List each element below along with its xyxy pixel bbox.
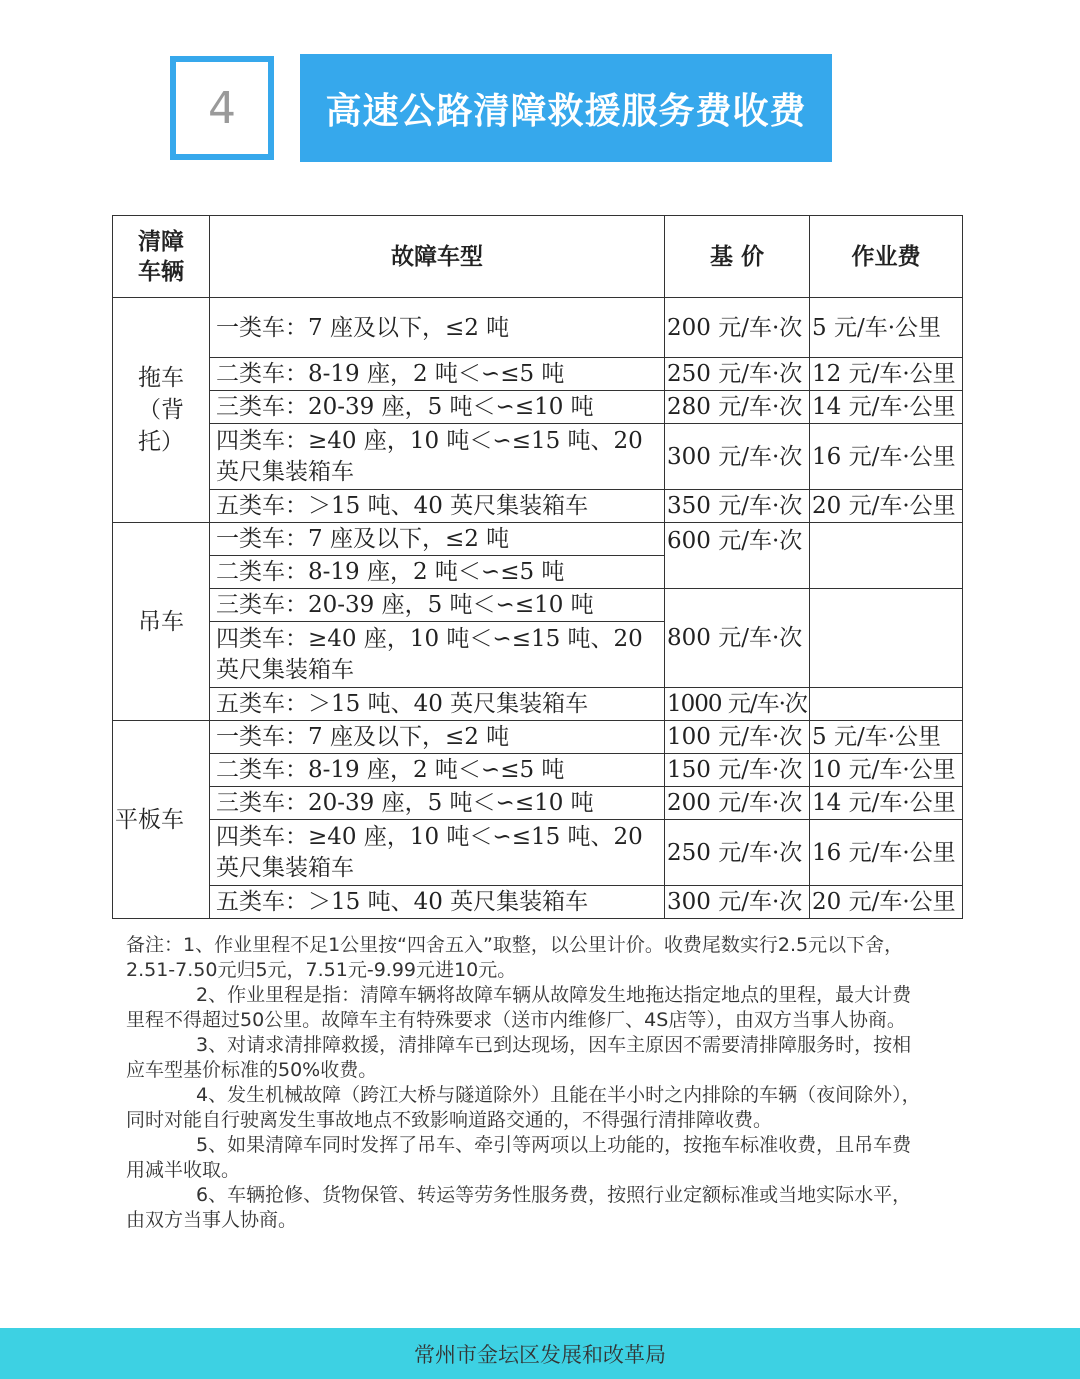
remarks <box>126 933 926 1233</box>
header-fault-type: 故障车型 <box>210 216 665 298</box>
fault-type-cell: 四类车：≥40 座，10 吨＜∽≤15 吨、20 英尺集装箱车 <box>210 622 665 688</box>
table-row <box>113 754 963 787</box>
header-base-price: 基 价 <box>665 216 810 298</box>
base-price-cell: 300 元/车·次 <box>665 424 810 490</box>
base-price-cell: 800 元/车·次 <box>665 589 810 688</box>
fault-type-cell: 二类车：8-19 座，2 吨＜∽≤5 吨 <box>210 358 665 391</box>
base-price-cell: 150 元/车·次 <box>665 754 810 787</box>
table-row <box>113 424 963 490</box>
remark-4: 4、发生机械故障（跨江大桥与隧道除外）且能在半小时之内排除的车辆（夜间除外），同时对能自行驶离发生事故地点不致影响道路交通的，不得强行清排障收费。 <box>126 1084 921 1131</box>
work-fee-cell: 5 元/车·公里 <box>810 298 963 358</box>
base-price-cell: 250 元/车·次 <box>665 358 810 391</box>
table-row <box>113 490 963 523</box>
work-fee-cell: 16 元/车·公里 <box>810 820 963 886</box>
remark-6: 6、车辆抢修、货物保管、转运等劳务性服务费，按照行业定额标准或当地实际水平，由双方当事人协商。 <box>126 1184 912 1231</box>
work-fee-cell: 14 元/车·公里 <box>810 787 963 820</box>
fault-type-cell: 四类车：≥40 座，10 吨＜∽≤15 吨、20 英尺集装箱车 <box>210 424 665 490</box>
table-row <box>113 523 963 556</box>
base-price-cell: 350 元/车·次 <box>665 490 810 523</box>
group-name-tow: 拖车（背托） <box>113 298 210 523</box>
work-fee-cell: 10 元/车·公里 <box>810 754 963 787</box>
work-fee-cell <box>810 688 963 721</box>
fault-type-cell: 一类车：7 座及以下，≤2 吨 <box>210 523 665 556</box>
base-price-cell: 1000 元/车·次 <box>665 688 810 721</box>
footer-organization: 常州市金坛区发展和改革局 <box>0 1328 1080 1379</box>
table-row <box>113 820 963 886</box>
work-fee-cell: 20 元/车·公里 <box>810 490 963 523</box>
section-number-badge <box>170 56 274 160</box>
work-fee-cell: 16 元/车·公里 <box>810 424 963 490</box>
fault-type-cell: 五类车：＞15 吨、40 英尺集装箱车 <box>210 490 665 523</box>
section-title: 高速公路清障救援服务费收费 <box>300 54 832 162</box>
table-header-row <box>113 216 963 298</box>
table-row <box>113 721 963 754</box>
table-row <box>113 688 963 721</box>
fault-type-cell: 二类车：8-19 座，2 吨＜∽≤5 吨 <box>210 754 665 787</box>
remark-1: 备注：1、作业里程不足1公里按“四舍五入”取整，以公里计价。收费尾数实行2.5元以下舍，2.51-7.50元归5元，7.51元-9.99元进10元。 <box>126 934 904 981</box>
fault-type-cell: 一类车：7 座及以下，≤2 吨 <box>210 721 665 754</box>
work-fee-cell: 14 元/车·公里 <box>810 391 963 424</box>
base-price-cell: 280 元/车·次 <box>665 391 810 424</box>
remark-3: 3、对请求清排障救援，清排障车已到达现场，因车主原因不需要清排障服务时，按相应车型基价标准的50%收费。 <box>126 1034 912 1081</box>
base-price-cell: 600 元/车·次 <box>665 523 810 589</box>
base-price-cell: 250 元/车·次 <box>665 820 810 886</box>
table-row <box>113 886 963 919</box>
fault-type-cell: 三类车：20-39 座，5 吨＜∽≤10 吨 <box>210 589 665 622</box>
work-fee-cell <box>810 523 963 589</box>
table-row <box>113 787 963 820</box>
fee-table <box>112 215 963 919</box>
table-row <box>113 589 963 622</box>
header-work-fee: 作业费 <box>810 216 963 298</box>
work-fee-cell: 5 元/车·公里 <box>810 721 963 754</box>
fault-type-cell: 三类车：20-39 座，5 吨＜∽≤10 吨 <box>210 391 665 424</box>
header-vehicle: 清障车辆 <box>113 216 210 298</box>
fault-type-cell: 二类车：8-19 座，2 吨＜∽≤5 吨 <box>210 556 665 589</box>
fault-type-cell: 一类车：7 座及以下，≤2 吨 <box>210 298 665 358</box>
table-row <box>113 391 963 424</box>
base-price-cell: 100 元/车·次 <box>665 721 810 754</box>
group-name-crane: 吊车 <box>113 523 210 721</box>
fault-type-cell: 五类车：＞15 吨、40 英尺集装箱车 <box>210 886 665 919</box>
group-name-flatbed: 平板车 <box>113 721 210 919</box>
fault-type-cell: 五类车：＞15 吨、40 英尺集装箱车 <box>210 688 665 721</box>
fault-type-cell: 三类车：20-39 座，5 吨＜∽≤10 吨 <box>210 787 665 820</box>
remark-5: 5、如果清障车同时发挥了吊车、牵引等两项以上功能的，按拖车标准收费，且吊车费用减半收取。 <box>126 1134 912 1181</box>
work-fee-cell: 12 元/车·公里 <box>810 358 963 391</box>
work-fee-cell: 20 元/车·公里 <box>810 886 963 919</box>
remark-2: 2、作业里程是指：清障车辆将故障车辆从故障发生地拖达指定地点的里程，最大计费里程不得超过50公里。故障车主有特殊要求（送市内维修厂、4S店等），由双方当事人协商。 <box>126 984 912 1031</box>
base-price-cell: 200 元/车·次 <box>665 787 810 820</box>
work-fee-cell <box>810 589 963 688</box>
base-price-cell: 300 元/车·次 <box>665 886 810 919</box>
fault-type-cell: 四类车：≥40 座，10 吨＜∽≤15 吨、20 英尺集装箱车 <box>210 820 665 886</box>
table-row <box>113 298 963 358</box>
table-row <box>113 358 963 391</box>
base-price-cell: 200 元/车·次 <box>665 298 810 358</box>
section-number: 4 <box>176 62 268 154</box>
